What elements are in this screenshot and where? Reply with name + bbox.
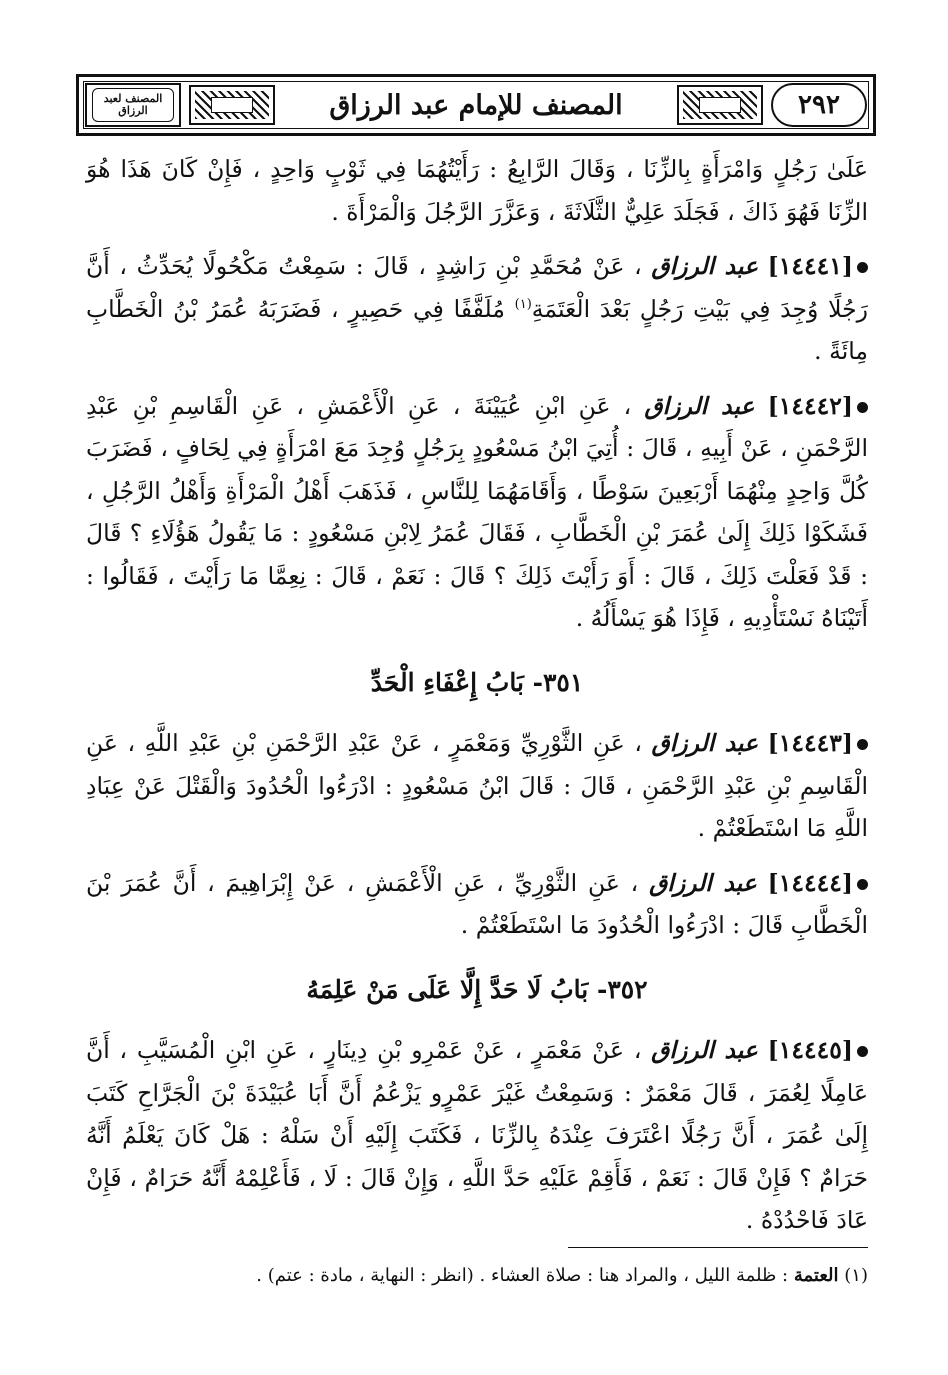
- hadith-text: ، عَنِ الثَّوْرِيِّ ، عَنِ الْأَعْمَشِ ، عَنْ إِبْرَاهِيمَ ، أَنَّ عُمَرَ بْنَ الْخَطَّابِ قَالَ : ادْرَءُوا الْحُدُودَ مَا اسْتَطَعْتُمْ .: [86, 868, 868, 939]
- hadith-number: [١٤٤٤٢]: [767, 391, 853, 420]
- bullet-icon: [857, 1046, 868, 1057]
- footnote-marker: (١): [514, 296, 532, 312]
- narrator-name: عبد الرزاق: [649, 868, 757, 897]
- narrator-name: عبد الرزاق: [651, 252, 758, 280]
- footnote-text: : ظلمة الليل ، والمراد هنا : صلاة العشاء . (انظر : النهاية ، مادة : عتم) .: [256, 1265, 789, 1286]
- footnote-term: العتمة: [793, 1265, 839, 1286]
- hadith-text: مُلَفَّفًا فِي حَصِيرٍ ، فَضَرَبَهُ عُمَرُ بْنُ الْخَطَّابِ مِائَةً .: [86, 294, 868, 365]
- ornament-left-icon: [189, 85, 275, 125]
- bullet-icon: [857, 879, 868, 890]
- hadith-text: ، عَنِ الثَّوْرِيِّ وَمَعْمَرٍ ، عَنْ عَبْدِ الرَّحْمَنِ بْنِ عَبْدِ اللَّهِ ، عَنِ الْقَاسِمِ بْنِ عَبْدِ الرَّحْمَنِ ، قَالَ : قَالَ ابْنُ مَسْعُودٍ : ادْرَءُوا الْحُدُودَ وَالْقَتْلَ عَنْ عِبَادِ اللَّهِ مَا اسْتَطَعْتُمْ .: [86, 729, 868, 842]
- footnote-number: (١): [844, 1265, 868, 1286]
- hadith-14444: [86, 862, 868, 947]
- paragraph-continuation: عَلَىٰ رَجُلٍ وَامْرَأَةٍ بِالزِّنَا ، وَقَالَ الرَّابِعُ : رَأَيْتُهُمَا فِي ثَوْبٍ وَاحِدٍ ، فَإِنْ كَانَ هَذَا هُوَ الزِّنَا فَهُوَ ذَاكَ ، فَجَلَدَ عَلِيٌّ الثَّلَاثَةَ ، وَعَزَّرَ الرَّجُلَ وَالْمَرْأَةَ .: [86, 155, 868, 226]
- bullet-icon: [857, 402, 868, 413]
- chapter-heading-352: ٣٥٢- بَابُ لَا حَدَّ إِلَّا عَلَى مَنْ عَلِمَهُ: [306, 974, 648, 1004]
- book-title: المصنف للإمام عبد الرزاق: [329, 89, 623, 121]
- logo-calligraphy-icon: المصنف لعبد الرزاق: [92, 88, 174, 122]
- page-content: [86, 148, 868, 1254]
- narrator-name: عبد الرزاق: [651, 1036, 758, 1064]
- chapter-heading-351: ٣٥١- بَابُ إِعْفَاءِ الْحَدِّ: [370, 667, 584, 697]
- hadith-number: [١٤٤٤٣]: [767, 729, 853, 757]
- bullet-icon: [857, 262, 868, 273]
- book-logo: [85, 83, 181, 127]
- hadith-14443: [86, 722, 868, 850]
- bullet-icon: [857, 739, 868, 750]
- narrator-name: عبد الرزاق: [651, 729, 759, 757]
- hadith-14441: [86, 245, 868, 373]
- hadith-number: [١٤٤٤١]: [767, 252, 853, 280]
- footnote: [86, 1262, 868, 1290]
- hadith-text: ، عَنْ مَعْمَرٍ ، عَنْ عَمْرِو بْنِ دِينَارٍ ، عَنِ ابْنِ الْمُسَيَّبِ ، أَنَّ عَامِلًا لِعُمَرَ ، قَالَ مَعْمَرٌ : وَسَمِعْتُ غَيْرَ عَمْرٍو يَزْعُمُ أَنَّ أَبَا عُبَيْدَةَ بْنَ الْجَرَّاحِ كَتَبَ إِلَىٰ عُمَرَ ، أَنَّ رَجُلًا اعْتَرَفَ عِنْدَهُ بِالزِّنَا ، فَكَتَبَ إِلَيْهِ أَنْ سَلْهُ : هَلْ كَانَ يَعْلَمُ أَنَّهُ حَرَامٌ ؟ فَإِنْ قَالَ : نَعَمْ ، فَأَقِمْ عَلَيْهِ حَدَّ اللَّهِ ، وَإِنْ قَالَ : لَا ، فَأَعْلِمْهُ أَنَّهُ حَرَامٌ ، فَإِنْ عَادَ فَاحْدُدْهُ .: [86, 1036, 868, 1234]
- hadith-14442: [86, 385, 868, 640]
- hadith-number: [١٤٤٤٥]: [767, 1036, 853, 1064]
- hadith-text: ، عَنْ مُحَمَّدِ بْنِ رَاشِدٍ ، قَالَ : سَمِعْتُ مَكْحُولًا يُحَدِّثُ ، أَنَّ رَجُلًا وُجِدَ فِي بَيْتِ رَجُلٍ بَعْدَ الْعَتَمَةِ: [86, 252, 868, 323]
- page-header: [76, 74, 876, 136]
- page-number: ٢٩٢: [771, 83, 867, 127]
- footnote-divider: [568, 1247, 868, 1248]
- hadith-number: [١٤٤٤٤]: [767, 868, 853, 897]
- hadith-14445: [86, 1029, 868, 1242]
- narrator-name: عبد الرزاق: [644, 391, 755, 420]
- hadith-text: ، عَنِ ابْنِ عُيَيْنَةَ ، عَنِ الْأَعْمَشِ ، عَنِ الْقَاسِمِ بْنِ عَبْدِ الرَّحْمَنِ ، عَنْ أَبِيهِ ، قَالَ : أُتِيَ ابْنُ مَسْعُودٍ بِرَجُلٍ وُجِدَ مَعَ امْرَأَةٍ فِي لِحَافٍ ، فَضَرَبَ كُلَّ وَاحِدٍ مِنْهُمَا أَرْبَعِينَ سَوْطًا ، وَأَقَامَهُمَا لِلنَّاسِ ، فَذَهَبَ أَهْلُ الْمَرْأَةِ وَأَهْلُ الرَّجُلِ ، فَشَكَوْا ذَلِكَ إِلَىٰ عُمَرَ بْنِ الْخَطَّابِ ، فَقَالَ عُمَرُ لِابْنِ مَسْعُودٍ : مَا يَقُولُ هَؤُلَاءِ ؟ قَالَ : قَدْ فَعَلْتَ ذَلِكَ ، قَالَ : أَوَ رَأَيْتَ ذَلِكَ ؟ قَالَ : نَعَمْ ، قَالَ : نِعِمَّا مَا رَأَيْتَ ، فَقَالُوا : أَتَيْنَاهُ نَسْتَأْدِيهِ ، فَإِذَا هُوَ يَسْأَلُهُ .: [86, 391, 868, 632]
